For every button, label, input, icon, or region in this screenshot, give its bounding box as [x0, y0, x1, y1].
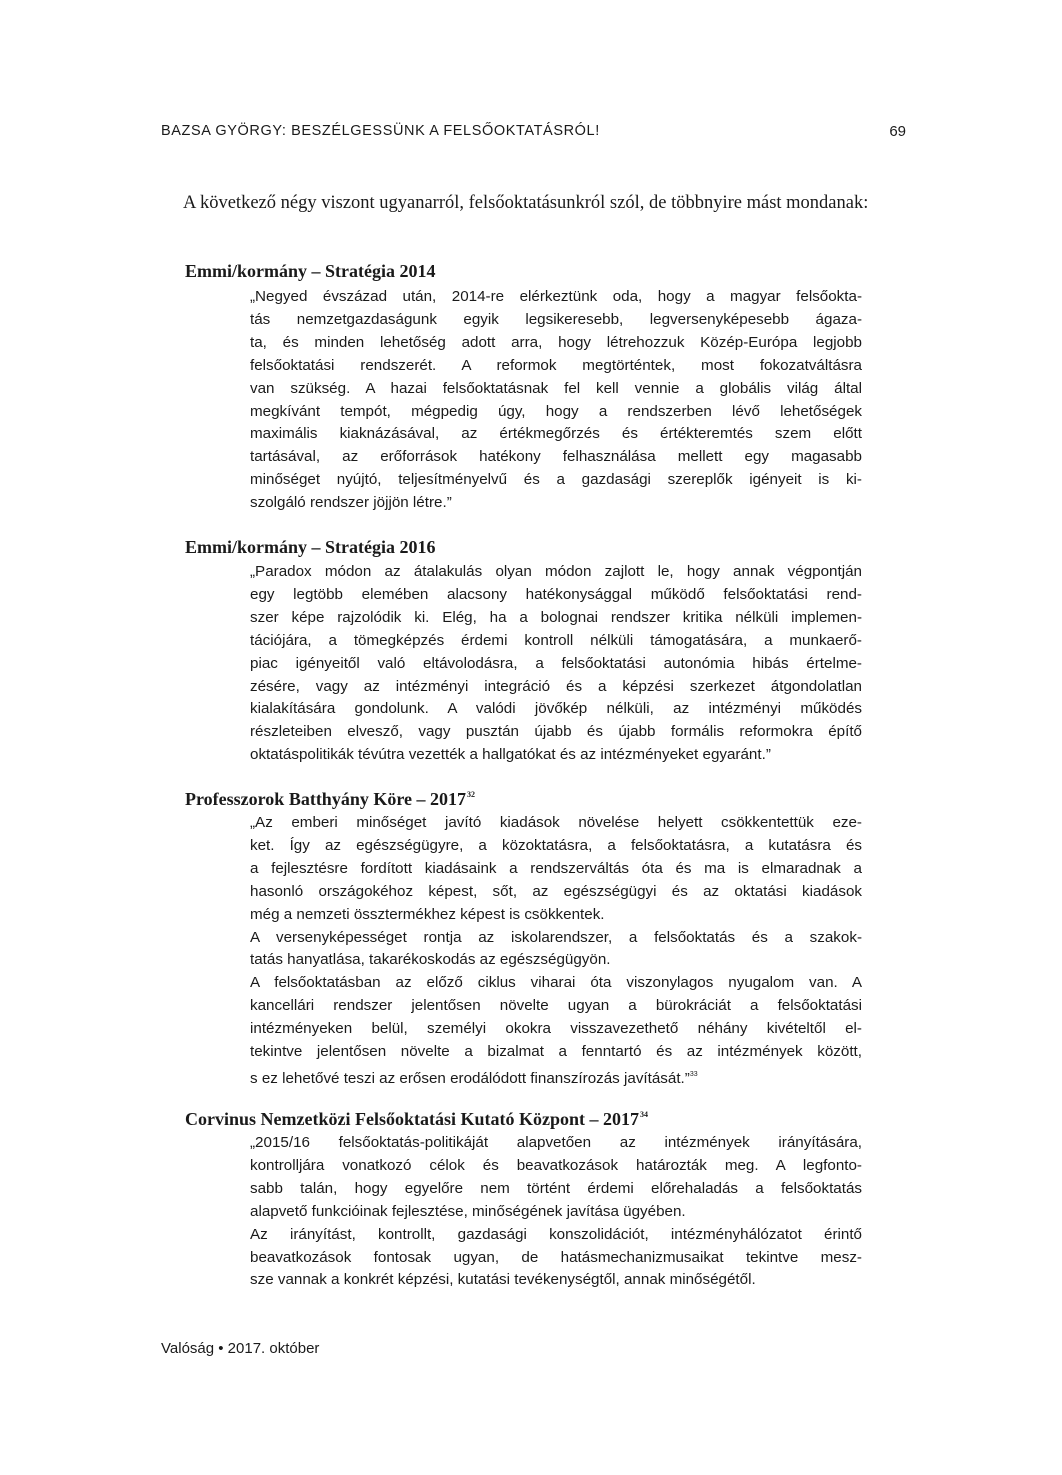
quote-line: sabb talán, hogy egyelőre nem történt érdemi előrehaladás a felsőoktatás — [250, 1179, 862, 1197]
page-number: 69 — [889, 123, 906, 140]
intro-paragraph: A következő négy viszont ugyanarról, felsőoktatásunkról szól, de többnyire mást mondanak: — [183, 193, 869, 213]
footer-publication: Valóság • 2017. október — [161, 1340, 320, 1357]
quote-line: tekintve jelentősen növelte a bizalmat a fenntartó és az intézmények között, — [250, 1043, 862, 1061]
quote-line: kontrolljára vonatkozó célok és beavatkozások határozták meg. A legfonto- — [250, 1156, 862, 1174]
quote-line-with-note — [250, 1064, 862, 1091]
quote-line: szolgáló rendszer jöjjön létre.” — [250, 494, 452, 512]
quote-line: szer képe rajzolódik ki. Elég, ha a bolognai rendszer kritika nélküli implemen- — [250, 608, 862, 626]
section-title — [185, 1109, 648, 1130]
quote-line: hasonló országokéhoz képest, sőt, az egészségügyi és az oktatási kiadások — [250, 882, 862, 900]
quote-line: alapvető funkcióinak fejlesztése, minőségének javítása ügyében. — [250, 1202, 686, 1220]
quote-line: van szükség. A hazai felsőoktatásnak fel kell vennie a globális világ által — [250, 379, 862, 397]
section-title-text: Professzorok Batthyány Köre – 2017 — [185, 789, 466, 809]
footnote-marker: 32 — [467, 790, 475, 799]
quote-line: „Negyed évszázad után, 2014-re elérkeztünk oda, hogy a magyar felsőokta- — [250, 288, 862, 305]
quote-line: A felsőoktatásban az előző ciklus viharai óta viszonylagos nyugalom van. A — [250, 974, 862, 992]
quote-line: minőséget nyújtó, teljesítményelvű és a gazdasági szereplők igényeit is ki- — [250, 471, 862, 489]
quote-block — [250, 561, 862, 767]
quote-line: ta, és minden lehetőség adott arra, hogy létrehozzuk Közép-Európa legjobb — [250, 333, 862, 351]
section-title — [185, 789, 475, 810]
quote-block — [250, 286, 862, 515]
quote-line: tás nemzetgazdaságunk egyik legsikeresebb, legversenyképesebb ágaza- — [250, 310, 862, 328]
quote-line: intézményeken belül, személyi okokra visszavezethető néhány kivételtől el- — [250, 1020, 862, 1038]
quote-line: részleteiben elvesző, vagy pusztán újabb és újabb formális reformokra építő — [250, 723, 862, 741]
section-title — [185, 261, 435, 282]
quote-line: kancellári rendszer jelentősen növelte ugyan a bürokráciát a felsőoktatási — [250, 997, 862, 1015]
section-title-text: Emmi/kormány – Stratégia 2016 — [185, 537, 436, 557]
quote-line: felsőoktatási rendszerét. A reformok megtörténtek, most fokozatváltásra — [250, 356, 862, 374]
quote-line: oktatáspolitikák tévútra vezették a hallgatókat és az intézményeket egyaránt.” — [250, 746, 771, 764]
quote-line-text: s ez lehetővé teszi az erősen erodálódott finanszírozás javítását.” — [250, 1069, 690, 1087]
quote-line: megkívánt tempót, mégpedig úgy, hogy a rendszerben lévő lehetőségek — [250, 402, 862, 420]
quote-line: „Az emberi minőséget javító kiadások növelése helyett csökkentettük eze- — [250, 814, 862, 831]
footnote-marker: 33 — [689, 1070, 698, 1078]
section-title-text: Corvinus Nemzetközi Felsőoktatási Kutató Központ – 2017 — [185, 1109, 639, 1129]
section-title — [185, 537, 435, 558]
quote-line: maximális kiaknázásával, az értékmegőrzés és értékteremtés szem előtt — [250, 425, 862, 443]
section-title-text: Emmi/kormány – Stratégia 2014 — [185, 261, 436, 281]
quote-line: ket. Így az egészségügyre, a közoktatásra, a felsőoktatásra, a kutatásra és — [250, 836, 862, 854]
quote-line: Az irányítást, kontrollt, gazdasági konszolidációt, intézményhálózatot érintő — [250, 1225, 862, 1243]
running-header-title: BAZSA GYÖRGY: BESZÉLGESSÜNK A FELSŐOKTATÁSRÓL! — [161, 123, 600, 139]
quote-line: a fejlesztésre fordított kiadásaink a rendszerváltás óta és ma is elmaradnak a — [250, 859, 862, 877]
quote-block — [250, 1132, 862, 1292]
quote-line: tatás hanyatlása, takarékoskodás az egészségügyön. — [250, 951, 611, 969]
quote-line: sze vannak a konkrét képzési, kutatási tevékenységtől, annak minőségétől. — [250, 1271, 756, 1289]
quote-line: tációjára, a tömegképzés érdemi kontroll nélküli támogatására, a munkaerő- — [250, 631, 862, 649]
quote-line: egy legtöbb elemében alacsony hatékonysággal működő felsőoktatási rend- — [250, 585, 862, 603]
footnote-marker: 34 — [639, 1110, 648, 1119]
quote-line: tartásával, az erőforrások hatékony felhasználása mellett egy magasabb — [250, 448, 862, 466]
quote-line: kialakítására gondolunk. A valódi jövőkép nélküli, az intézményi működés — [250, 700, 862, 718]
quote-line: még a nemzeti össztermékhez képest is csökkentek. — [250, 905, 605, 923]
quote-line: „Paradox módon az átalakulás olyan módon zajlott le, hogy annak végpontján — [250, 563, 862, 580]
quote-line: piac igényeitől való eltávolodásra, a felsőoktatási autonómia hibás értelme- — [250, 654, 862, 672]
quote-line: A versenyképességet rontja az iskolarendszer, a felsőoktatás és a szakok- — [250, 928, 862, 946]
quote-line: „2015/16 felsőoktatás-politikáját alapvetően az intézmények irányítására, — [250, 1134, 862, 1151]
quote-line: beavatkozások fontosak ugyan, de hatásmechanizmusaikat tekintve mesz- — [250, 1248, 862, 1266]
quote-block — [250, 812, 862, 1091]
quote-line: zésére, vagy az intézményi integráció és a képzési szerkezet átgondolatlan — [250, 677, 862, 695]
